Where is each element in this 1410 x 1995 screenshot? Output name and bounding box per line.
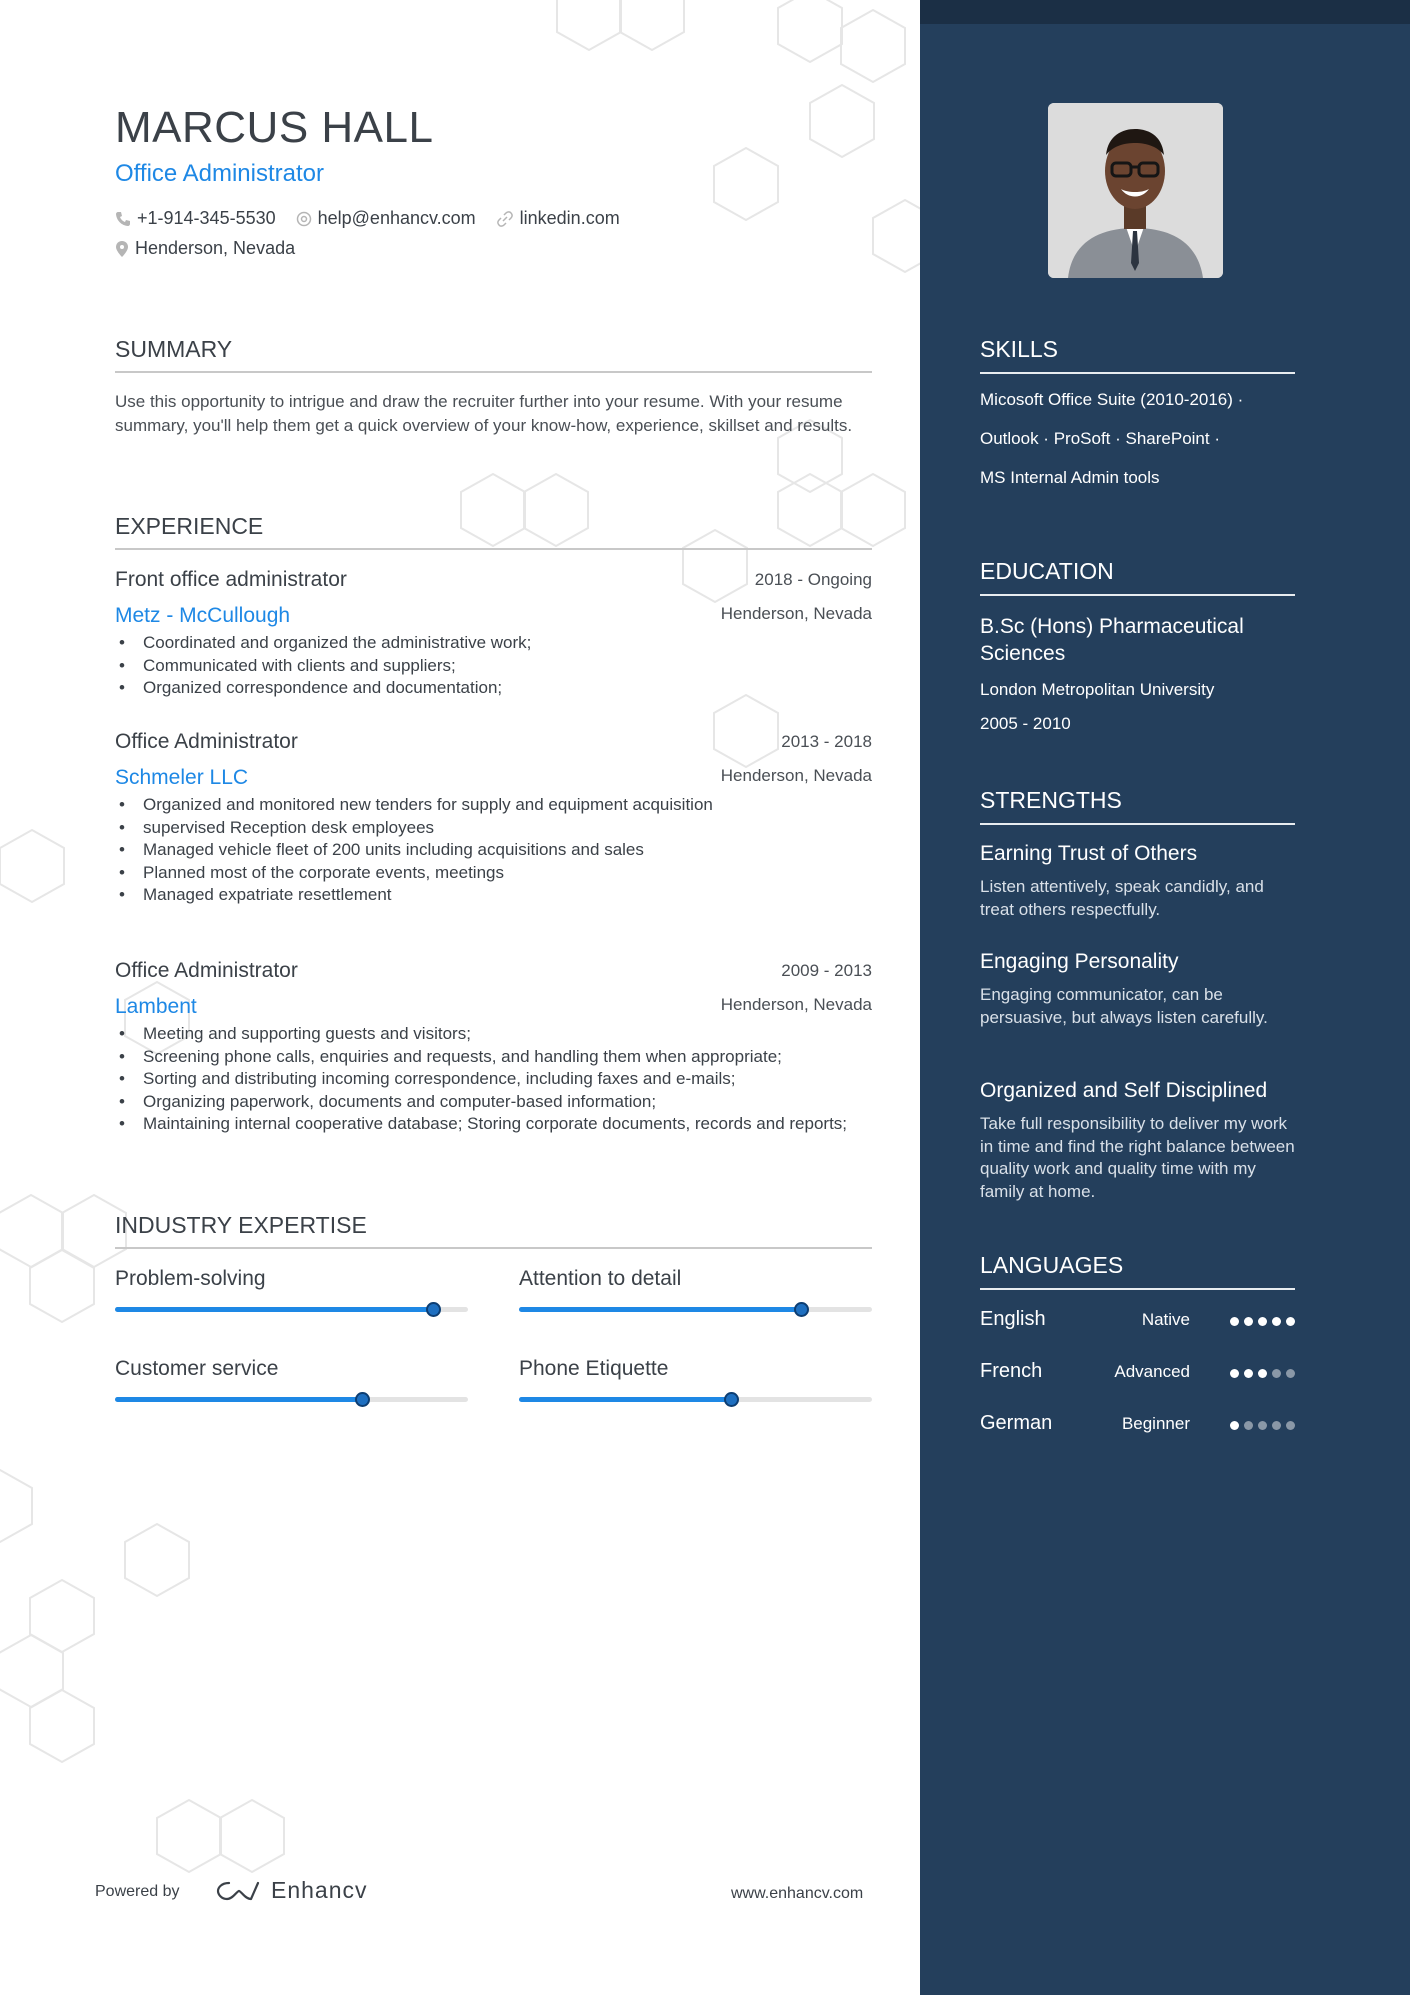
- proficiency-dot-filled: [1230, 1421, 1239, 1430]
- education-years: 2005 - 2010: [980, 714, 1071, 733]
- linkedin-text: linkedin.com: [519, 208, 620, 228]
- languages-heading: LANGUAGES: [980, 1252, 1295, 1290]
- enhancv-logo[interactable]: [215, 1877, 368, 1904]
- education-school: London Metropolitan University: [980, 680, 1215, 699]
- strength-description: Engaging communicator, can be persuasive, but always listen carefully.: [980, 985, 1268, 1027]
- link-icon: [496, 210, 514, 228]
- proficiency-dot-filled: [1244, 1369, 1253, 1378]
- proficiency-dot-filled: [1244, 1317, 1253, 1326]
- skills-section: [980, 336, 1295, 487]
- language-proficiency-dots: [1225, 1317, 1295, 1326]
- email-text: help@enhancv.com: [317, 208, 476, 228]
- strength-description: Listen attentively, speak candidly, and treat others respectfully.: [980, 877, 1264, 919]
- expertise-fill: [115, 1307, 433, 1312]
- language-name: English: [980, 1308, 1046, 1330]
- job-bullet: • Maintaining internal cooperative database; Storing corporate documents, records and reports;: [143, 1113, 900, 1136]
- languages-section: [980, 1252, 1295, 1434]
- job-bullet: • Meeting and supporting guests and visitors;: [143, 1023, 900, 1046]
- job-company[interactable]: Schmeler LLC: [115, 766, 249, 789]
- expertise-label: Problem-solving: [115, 1267, 266, 1290]
- proficiency-dot-filled: [1272, 1317, 1281, 1326]
- proficiency-dot-empty: [1286, 1421, 1295, 1430]
- expertise-item: [115, 1267, 468, 1291]
- person-avatar-icon: [1048, 103, 1223, 278]
- job-bullets: [115, 1023, 900, 1136]
- job-bullet: • supervised Reception desk employees: [143, 817, 900, 840]
- linkedin-contact[interactable]: [496, 208, 620, 229]
- location-contact: [115, 238, 295, 259]
- strength-title: Engaging Personality: [980, 950, 1179, 973]
- language-row: [980, 1308, 1295, 1338]
- proficiency-dot-filled: [1230, 1369, 1239, 1378]
- job-bullet: • Organizing paperwork, documents and computer-based information;: [143, 1091, 900, 1114]
- location-text: Henderson, Nevada: [135, 238, 296, 258]
- job-date: 2018 - Ongoing: [754, 570, 872, 589]
- job-bullet: • Communicated with clients and suppliers;: [143, 655, 900, 678]
- strength-description: Take full responsibility to deliver my work in time and find the right balance between quality work and quality time with my family at home.: [980, 1114, 1295, 1201]
- enhancv-logo-icon: [215, 1880, 261, 1902]
- proficiency-dot-filled: [1258, 1317, 1267, 1326]
- job-bullet: • Screening phone calls, enquiries and requests, and handling them when appropriate;: [143, 1046, 900, 1069]
- education-degree: B.Sc (Hons) Pharmaceutical Sciences: [980, 615, 1244, 665]
- phone-contact[interactable]: [115, 208, 276, 229]
- email-contact[interactable]: [296, 208, 476, 229]
- job-bullets: [115, 794, 900, 907]
- proficiency-dot-filled: [1258, 1369, 1267, 1378]
- job-company[interactable]: Lambent: [115, 995, 197, 1018]
- skill-line: MS Internal Admin tools: [980, 468, 1160, 487]
- proficiency-dot-filled: [1230, 1317, 1239, 1326]
- contact-row: [115, 208, 640, 229]
- expertise-item: [519, 1267, 872, 1291]
- skill-line: Micosoft Office Suite (2010-2016) ·: [980, 390, 1244, 409]
- expertise-track: [115, 1397, 468, 1402]
- phone-text: +1-914-345-5530: [137, 208, 276, 228]
- skill-line: Outlook · ProSoft · SharePoint ·: [980, 429, 1220, 448]
- at-icon: [296, 211, 312, 227]
- strength-title: Earning Trust of Others: [980, 842, 1198, 865]
- expertise-item: [115, 1357, 468, 1381]
- expertise-label: Attention to detail: [519, 1267, 682, 1290]
- expertise-fill: [519, 1397, 731, 1402]
- language-level: Native: [1141, 1310, 1190, 1329]
- job-role: Office Administrator: [115, 959, 298, 982]
- footer-url[interactable]: www.enhancv.com: [731, 1885, 864, 1902]
- expertise-heading: INDUSTRY EXPERTISE: [115, 1212, 872, 1249]
- sidebar-top-bar: [920, 0, 1410, 24]
- language-level: Advanced: [1114, 1362, 1190, 1381]
- job-location: Henderson, Nevada: [720, 995, 872, 1014]
- location-pin-icon: [115, 240, 129, 258]
- job-bullet: • Managed expatriate resettlement: [143, 884, 900, 907]
- job-bullet: • Managed vehicle fleet of 200 units including acquisitions and sales: [143, 839, 900, 862]
- job-date: 2013 - 2018: [781, 732, 872, 751]
- enhancv-logo-text: Enhancv: [271, 1877, 368, 1903]
- expertise-track: [519, 1397, 872, 1402]
- summary-heading: SUMMARY: [115, 336, 872, 373]
- expertise-fill: [519, 1307, 801, 1312]
- expertise-knob: [426, 1302, 441, 1317]
- candidate-name: MARCUS HALL: [115, 103, 434, 152]
- expertise-knob: [724, 1392, 739, 1407]
- expertise-fill: [115, 1397, 362, 1402]
- proficiency-dot-empty: [1258, 1421, 1267, 1430]
- job-role: Front office administrator: [115, 568, 347, 591]
- job-bullet: • Planned most of the corporate events, meetings: [143, 862, 900, 885]
- strengths-heading: STRENGTHS: [980, 787, 1295, 825]
- job-bullet: • Organized and monitored new tenders for supply and equipment acquisition: [143, 794, 900, 817]
- job-company[interactable]: Metz - McCullough: [115, 604, 291, 627]
- proficiency-dot-filled: [1286, 1317, 1295, 1326]
- job-bullet: • Coordinated and organized the administrative work;: [143, 632, 900, 655]
- language-row: [980, 1412, 1295, 1442]
- proficiency-dot-empty: [1286, 1369, 1295, 1378]
- job-bullets: [115, 632, 900, 700]
- proficiency-dot-empty: [1272, 1421, 1281, 1430]
- language-name: French: [980, 1360, 1043, 1382]
- language-row: [980, 1360, 1295, 1390]
- job-date: 2009 - 2013: [781, 961, 872, 980]
- job-bullet: • Sorting and distributing incoming correspondence, including faxes and e-mails;: [143, 1068, 900, 1091]
- language-name: German: [980, 1412, 1053, 1434]
- footer-powered-by: Powered by: [95, 1883, 180, 1900]
- expertise-label: Phone Etiquette: [519, 1357, 669, 1380]
- job-location: Henderson, Nevada: [720, 766, 872, 785]
- phone-icon: [115, 211, 131, 227]
- profile-photo: [1048, 103, 1223, 278]
- location-row: [115, 238, 315, 259]
- summary-text: Use this opportunity to intrigue and draw the recruiter further into your resume. With your resume summary, you'll help them get a quick overview of your know-how, experience, skillset and results.: [115, 392, 853, 435]
- proficiency-dot-empty: [1272, 1369, 1281, 1378]
- experience-heading: EXPERIENCE: [115, 513, 872, 550]
- job-location: Henderson, Nevada: [720, 604, 872, 623]
- strengths-section: [980, 787, 1295, 1201]
- strength-title: Organized and Self Disciplined: [980, 1079, 1268, 1102]
- expertise-label: Customer service: [115, 1357, 279, 1380]
- candidate-title: Office Administrator: [115, 160, 324, 187]
- skills-heading: SKILLS: [980, 336, 1295, 374]
- sidebar: [920, 0, 1410, 1995]
- expertise-item: [519, 1357, 872, 1381]
- expertise-track: [115, 1307, 468, 1312]
- language-proficiency-dots: [1225, 1369, 1295, 1378]
- proficiency-dot-empty: [1244, 1421, 1253, 1430]
- language-proficiency-dots: [1225, 1421, 1295, 1430]
- language-level: Beginner: [1121, 1414, 1190, 1433]
- job-bullet: • Organized correspondence and documentation;: [143, 677, 900, 700]
- job-role: Office Administrator: [115, 730, 298, 753]
- education-section: [980, 558, 1295, 733]
- education-heading: EDUCATION: [980, 558, 1295, 596]
- expertise-knob: [355, 1392, 370, 1407]
- expertise-track: [519, 1307, 872, 1312]
